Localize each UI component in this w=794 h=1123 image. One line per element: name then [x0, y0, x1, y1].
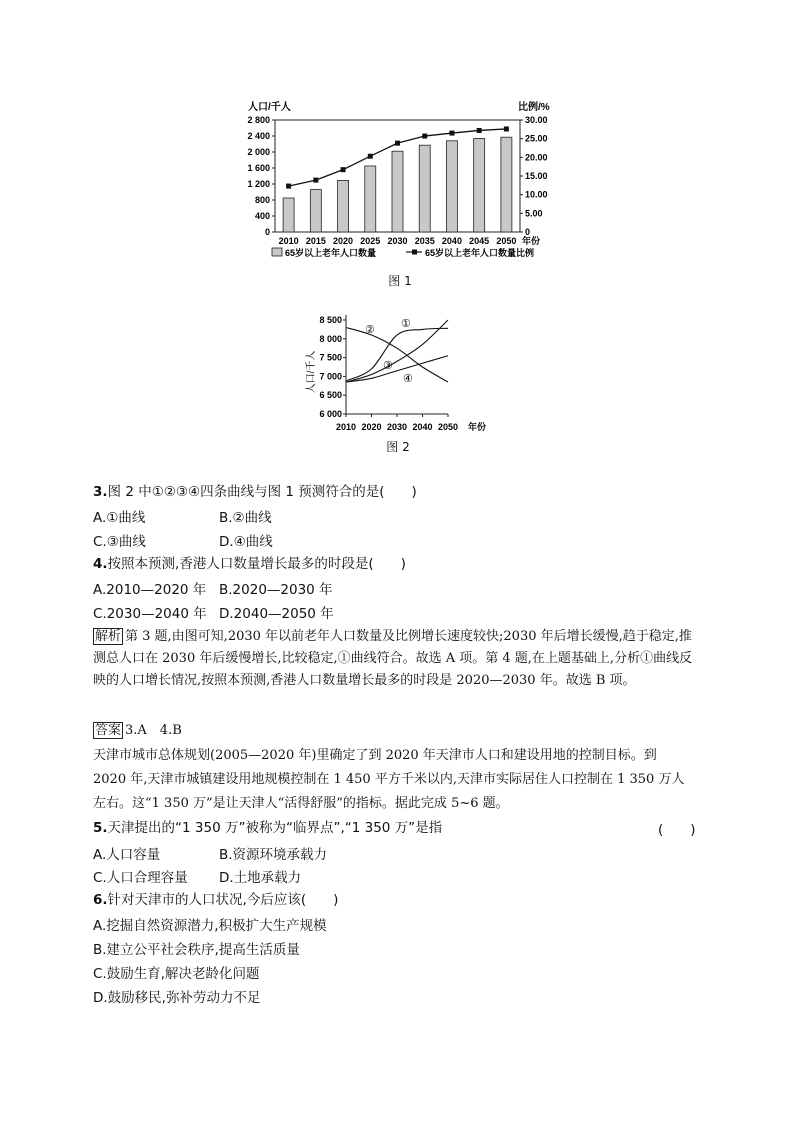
fig1-x-tick-label: 2035	[414, 236, 435, 246]
fig1-right-tick-label: 10.00	[525, 189, 548, 200]
fig1-ratio-point	[368, 154, 373, 159]
q6-option-b[interactable]: B.建立公平社会秩序,提高生活质量	[93, 942, 300, 958]
fig2-x-tick-label: 2050	[437, 422, 459, 432]
fig1-legend-bar-label: 65岁以上老年人口数量	[285, 248, 377, 258]
q6-option-d[interactable]: D.鼓励移民,弥补劳动力不足	[93, 990, 261, 1006]
fig1-bar	[474, 138, 485, 232]
fig1-bar	[283, 198, 294, 232]
fig1-x-tick-label: 2040	[441, 236, 462, 246]
analysis-tag: 解析	[95, 629, 122, 644]
q5-option-c[interactable]: C.人口合理容量	[93, 870, 188, 886]
fig1-x-tick-label: 2025	[360, 236, 381, 246]
q6-option-a[interactable]: A.挖掘自然资源潜力,积极扩大生产规模	[93, 918, 327, 934]
fig1-x-tick-label: 2050	[496, 236, 517, 246]
fig1-x-tick-label: 2045	[469, 236, 490, 246]
fig2-y-tick-label: 8 000	[319, 333, 342, 344]
fig1-left-tick-label: 1 600	[247, 163, 270, 173]
fig1-y-left-label: 人口/千人	[248, 102, 291, 113]
fig1-bar	[446, 141, 457, 232]
answer-block	[93, 720, 693, 742]
question-4-number: 4.	[93, 556, 108, 572]
analysis-text: 第 3 题,由图可知,2030 年以前老年人口数量及比例增长速度较快;2030 年后增长缓慢,趋于稳定,推测总人口在 2030 年后缓慢增长,比较稳定,①曲线符合。故选 A 项。第 4 题,在上题基础上,分析①曲线反映的人口增长情况,按照本预测,香港人口数量增长最多的时段是 2020—2030 年。故选 B 项。	[93, 629, 693, 688]
q4-option-d[interactable]: D.2040—2050 年	[219, 606, 334, 622]
fig1-left-tick-label: 800	[254, 195, 270, 205]
fig1-x-unit-label: 年份	[522, 236, 541, 246]
question-4-stem: 按照本预测,香港人口数量增长最多的时段是( )	[107, 556, 406, 572]
fig1-bar	[338, 180, 349, 232]
q4-option-b[interactable]: B.2020—2030 年	[219, 582, 333, 598]
q3-option-d[interactable]: D.④曲线	[219, 534, 273, 550]
fig1-ratio-point	[504, 126, 509, 131]
fig2-x-tick-label: 2010	[335, 422, 357, 432]
fig1-ratio-point	[341, 167, 346, 172]
figure2-chart	[300, 310, 500, 435]
fig1-bar	[392, 151, 403, 232]
question-5-number: 5.	[93, 820, 108, 836]
question-6	[93, 890, 338, 910]
figure1-caption: 图 1	[388, 274, 412, 288]
q5-option-b[interactable]: B.资源环境承载力	[219, 847, 328, 863]
fig1-left-tick-label: 2 400	[247, 131, 270, 141]
question-6-stem: 针对天津市的人口状况,今后应该( )	[107, 892, 339, 908]
figure2-caption: 图 2	[386, 440, 410, 454]
fig1-ratio-point	[286, 184, 291, 189]
fig1-y-right-label: 比例/%	[518, 102, 550, 113]
fig1-left-tick-label: 400	[254, 211, 270, 221]
q4-option-c[interactable]: C.2030—2040 年	[93, 606, 207, 622]
fig2-curve-label-4: ④	[403, 373, 413, 385]
fig1-left-tick-label: 2 000	[247, 147, 270, 157]
question-5	[93, 818, 442, 838]
fig1-right-tick-label: 15.00	[525, 171, 548, 181]
fig1-ratio-point	[477, 128, 482, 133]
fig1-right-tick-label: 5.00	[525, 208, 543, 219]
q4-option-a[interactable]: A.2010—2020 年	[93, 582, 207, 598]
q6-option-c[interactable]: C.鼓励生育,解决老龄化问题	[93, 966, 260, 982]
question-6-number: 6.	[93, 892, 108, 908]
q3-option-b[interactable]: B.②曲线	[219, 510, 272, 526]
fig1-legend-line-marker	[412, 250, 417, 255]
fig1-x-tick-label: 2015	[305, 236, 326, 246]
fig2-y-label: 人口/千人	[306, 350, 317, 394]
q5-option-d[interactable]: D.土地承载力	[219, 870, 302, 886]
fig1-ratio-point	[313, 178, 318, 183]
fig1-bar	[419, 145, 430, 232]
fig1-left-tick-label: 1 200	[247, 179, 270, 189]
fig1-left-tick-label: 2 800	[247, 115, 270, 125]
fig2-curve-label-1: ①	[401, 318, 411, 330]
fig1-bar	[310, 190, 321, 232]
fig1-legend-line-label: 65岁以上老年人口数量比例	[425, 248, 535, 258]
fig2-x-unit-label: 年份	[468, 422, 487, 432]
fig1-left-tick-label: 0	[264, 227, 270, 237]
fig2-y-tick-label: 7 500	[319, 352, 342, 363]
fig1-x-tick-label: 2020	[333, 236, 354, 246]
fig2-x-tick-label: 2020	[361, 422, 382, 432]
fig2-y-tick-label: 7 000	[319, 371, 342, 382]
question-5-stem: 天津提出的“1 350 万”被称为“临界点”,“1 350 万”是指	[107, 820, 443, 836]
question-4	[93, 554, 406, 574]
q5-option-a[interactable]: A.人口容量	[93, 847, 161, 863]
q3-option-a[interactable]: A.①曲线	[93, 510, 146, 526]
answer-text: 3.A 4.B	[125, 723, 182, 738]
fig1-legend-bar-swatch	[272, 248, 282, 256]
question-3-stem: 图 2 中①②③④四条曲线与图 1 预测符合的是( )	[107, 484, 417, 500]
fig1-right-tick-label: 0	[525, 227, 531, 237]
fig2-y-tick-label: 6 000	[319, 409, 342, 419]
answer-tag: 答案	[95, 723, 122, 738]
fig1-x-tick-label: 2030	[387, 236, 408, 246]
fig1-ratio-point	[449, 131, 454, 136]
fig2-x-tick-label: 2030	[386, 422, 408, 432]
fig1-right-tick-label: 25.00	[525, 133, 548, 144]
fig1-bar	[501, 137, 512, 232]
fig2-curve-label-3: ③	[383, 360, 393, 372]
question-3-number: 3.	[93, 484, 108, 500]
q3-option-c[interactable]: C.③曲线	[93, 534, 146, 550]
fig1-right-tick-label: 30.00	[525, 115, 548, 125]
question-3	[93, 482, 417, 502]
fig1-right-tick-label: 20.00	[525, 152, 548, 163]
passage-text: 天津市城市总体规划(2005—2020 年)里确定了到 2020 年天津市人口和建设用地的控制目标。到 2020 年,天津市城镇建设用地规模控制在 1 450 平方千米以内,天津市实际居住人口控制在 1 350 万人左右。这“1 350 万”是让天津人“活得舒服”的指标。据此完成 5~6 题。	[93, 748, 685, 811]
fig2-curve-label-2: ②	[365, 324, 375, 336]
fig1-x-tick-label: 2010	[278, 236, 299, 246]
question-5-paren: ( )	[658, 822, 696, 838]
fig1-bar	[365, 166, 376, 232]
analysis-block	[93, 626, 693, 692]
fig2-x-tick-label: 2040	[412, 422, 433, 432]
fig1-ratio-point	[422, 134, 427, 139]
fig2-y-tick-label: 8 500	[319, 315, 342, 325]
figure1-chart	[240, 98, 560, 268]
fig1-ratio-point	[395, 141, 400, 146]
fig2-y-tick-label: 6 500	[319, 390, 342, 401]
